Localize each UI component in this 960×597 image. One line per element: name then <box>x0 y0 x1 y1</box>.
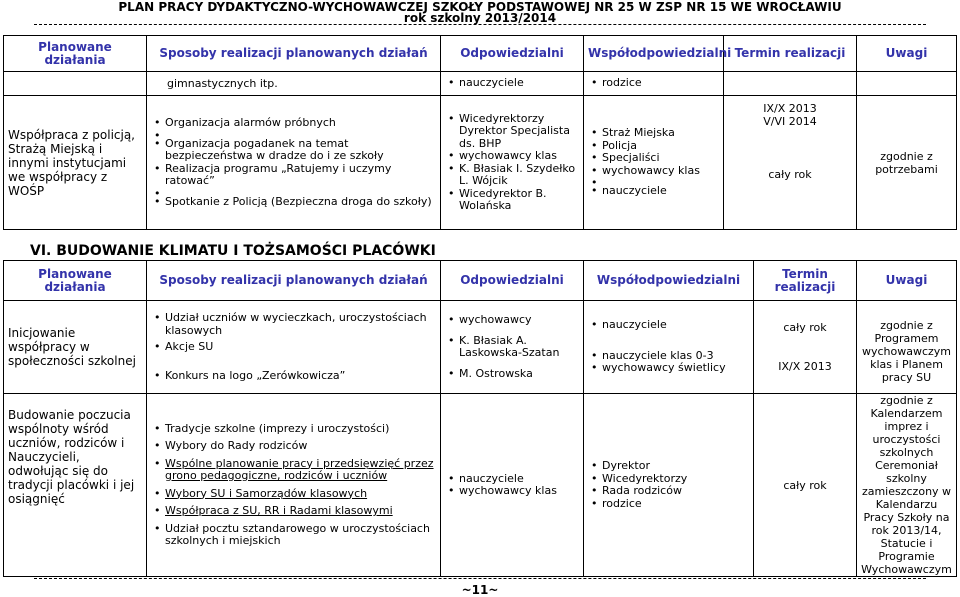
col-header-odpowiedzialni: Odpowiedzialni <box>441 261 584 301</box>
list-item: • Udział uczniów w wycieczkach, uroczystościach klasowych <box>165 312 436 337</box>
cell-uwagi: zgodnie z Programem wychowawczym klas i Planem pracy SU <box>857 301 957 394</box>
table2-header-row <box>4 261 957 301</box>
col-header-planowane: Planowane działania <box>4 261 147 301</box>
list-item: • Straż Miejska <box>602 127 719 140</box>
col-header-termin: Termin realizacji <box>724 36 857 72</box>
list-item: • Współpraca z SU, RR i Radami klasowymi <box>165 505 436 518</box>
list-item: • Organizacja alarmów próbnych <box>165 117 436 130</box>
cell-sposoby: gimnastycznych itp. <box>147 72 441 96</box>
plan-table-1 <box>3 35 957 230</box>
list-item: • rodzice <box>602 77 719 90</box>
list-item: • Spotkanie z Policją (Bezpieczna droga do szkoły) <box>165 196 436 209</box>
list-item: • Policja <box>602 140 719 153</box>
list-item: • wychowawcy świetlicy <box>602 362 749 375</box>
col-header-sposoby: Sposoby realizacji planowanych działań <box>147 36 441 72</box>
footer-divider <box>34 578 926 579</box>
cell-termin <box>754 301 857 394</box>
list-item: • Konkurs na logo „Zerówkowicza” <box>165 370 436 383</box>
cell-uwagi: zgodnie z potrzebami <box>857 96 957 230</box>
list-item: • Organizacja pogadanek na temat bezpieczeństwa w dradze do i ze szkoły <box>165 138 436 163</box>
list-item: • Specjaliści <box>602 152 719 165</box>
cell-uwagi: zgodnie z Kalendarzem imprez i uroczystości szkolnych Ceremoniał szkolny zamieszczony w Kalendarzu Pracy Szkoły na rok 2013/14, Statucie i Programie Wychowawczym <box>857 394 957 577</box>
col-header-wspolodpowiedzialni: Współodpowiedzialni <box>584 36 724 72</box>
list-item: • Akcje SU <box>165 341 436 354</box>
list-item: • nauczyciele <box>459 473 579 486</box>
list-item: • wychowawcy klas <box>459 485 579 498</box>
page-number: ~11~ <box>461 583 499 597</box>
cell-wspolodpowiedzialni <box>584 96 724 230</box>
termin-text: cały rok <box>783 321 827 334</box>
list-item: • Wicedyrektor B. Wolańska <box>459 188 579 213</box>
list-item: • Realizacja programu „Ratujemy i uczymy ratować” <box>165 163 436 188</box>
plan-table-2 <box>3 260 957 577</box>
table1-row <box>4 96 957 230</box>
list-item: • K. Błasiak A. Laskowska-Szatan <box>459 335 579 360</box>
list-item: • Rada rodziców <box>602 485 749 498</box>
col-header-uwagi: Uwagi <box>857 36 957 72</box>
list-item: • M. Ostrowska <box>459 368 579 381</box>
list-item: • Tradycje szkolne (imprezy i uroczystości) <box>165 423 436 436</box>
cell-odpowiedzialni <box>441 301 584 394</box>
list-item: • Wicedyrektorzy Dyrektor Specjalista ds. BHP <box>459 113 579 151</box>
list-item: • wychowawcy klas <box>602 165 719 178</box>
list-item: • Udział pocztu sztandarowego w uroczystościach szkolnych i miejskich <box>165 523 436 548</box>
cell-odpowiedzialni <box>441 394 584 577</box>
list-item: • nauczyciele klas 0-3 <box>602 350 749 363</box>
termin-text: IX/X 2013 <box>778 360 832 373</box>
table2-row <box>4 301 957 394</box>
cell-wspolodpowiedzialni <box>584 394 754 577</box>
list-item: • wychowawcy <box>459 314 579 327</box>
list-item: • Wybory SU i Samorządów klasowych <box>165 488 436 501</box>
list-item: • K. Błasiak I. Szydełko L. Wójcik <box>459 163 579 188</box>
termin-text: cały rok <box>768 168 812 181</box>
termin-text: IX/X 2013 <box>763 102 817 115</box>
document-title: PLAN PRACY DYDAKTYCZNO-WYCHOWAWCZEJ SZKOŁY PODSTAWOWEJ NR 25 W ZSP NR 15 WE WROCŁAWIU <box>118 0 842 14</box>
cell-odpowiedzialni <box>441 96 584 230</box>
list-item: • wychowawcy klas <box>459 150 579 163</box>
school-year: rok szkolny 2013/2014 <box>403 11 557 25</box>
list-item: • nauczyciele <box>459 77 579 90</box>
list-item: • Wspólne planowanie pracy i przedsięwzięć przez grono pedagogiczne, rodziców i uczniów <box>165 458 436 483</box>
cell-sposoby <box>147 394 441 577</box>
col-header-wspolodpowiedzialni: Współodpowiedzialni <box>584 261 754 301</box>
list-item: • nauczyciele <box>602 185 719 198</box>
termin-text: V/VI 2014 <box>763 115 817 128</box>
table2-row <box>4 394 957 577</box>
section-heading: VI. BUDOWANIE KLIMATU I TOŻSAMOŚCI PLACÓWKI <box>30 243 436 259</box>
list-item: • Wybory do Rady rodziców <box>165 440 436 453</box>
col-header-sposoby: Sposoby realizacji planowanych działań <box>147 261 441 301</box>
cell-sposoby <box>147 96 441 230</box>
cell-wspolodpowiedzialni <box>584 301 754 394</box>
list-item: • Dyrektor <box>602 460 749 473</box>
header-divider <box>34 24 926 25</box>
cell-termin: cały rok <box>754 394 857 577</box>
list-item: • nauczyciele <box>602 319 749 332</box>
cell-termin <box>724 96 857 230</box>
cell-planowane: Inicjowanie współpracy w społeczności szkolnej <box>4 301 147 394</box>
list-item: • rodzice <box>602 498 749 511</box>
col-header-termin: Termin realizacji <box>754 261 857 301</box>
cell-sposoby <box>147 301 441 394</box>
col-header-odpowiedzialni: Odpowiedzialni <box>441 36 584 72</box>
cell-planowane: Współpraca z policją, Strażą Miejską i innymi instytucjami we współpracy z WOŚP <box>4 96 147 230</box>
table1-header-row <box>4 36 957 72</box>
list-item: • Wicedyrektorzy <box>602 473 749 486</box>
cell-planowane: Budowanie poczucia wspólnoty wśród uczniów, rodziców i Nauczycieli, odwołując się do tradycji placówki i jej osiągnięć <box>4 394 147 577</box>
col-header-planowane: Planowane działania <box>4 36 147 72</box>
table1-continuation-row <box>4 72 957 96</box>
col-header-uwagi: Uwagi <box>857 261 957 301</box>
